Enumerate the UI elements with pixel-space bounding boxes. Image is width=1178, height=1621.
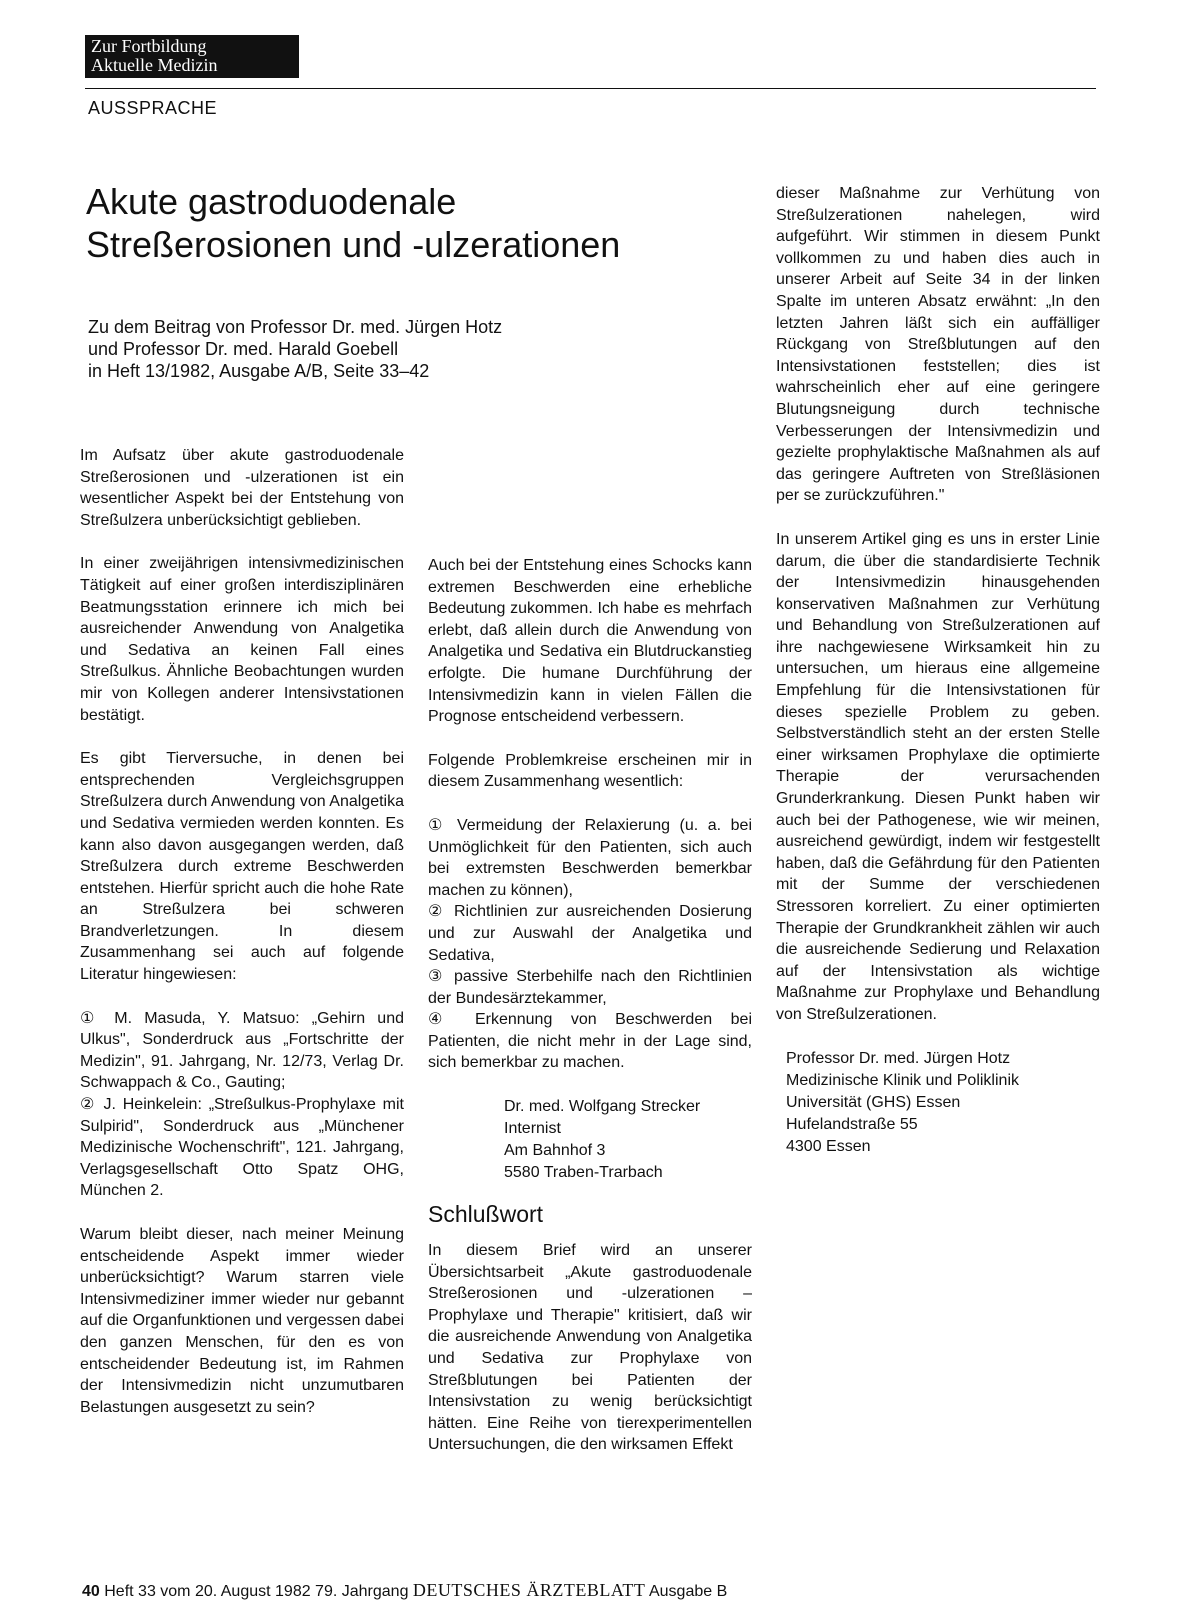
letter-paragraph: Warum bleibt dieser, nach meiner Meinung entscheidende Aspekt immer wieder unberücksichtigt? Warum starren viele Intensivmediziner immer wieder nur gebannt auf die Organfunktionen und vergessen dabei den ganzen Menschen, für den es von entscheidender Bedeutung ist, im Rahmen der Intensivmedizin nicht unzumutbaren Belastungen ausgesetzt zu sein?: [80, 1226, 404, 1416]
badge-line-1: Zur Fortbildung: [91, 36, 207, 56]
header-rule: [85, 88, 1096, 89]
letter-paragraph: Auch bei der Entstehung eines Schocks kann extremen Beschwerden eine erhebliche Bedeutung zukommen. Ich habe es mehrfach erlebt, daß allein durch die Anwendung von Analgetika und Sedativa ein Blutdruckanstieg erfolgte. Die humane Durchführung der Intensivmedizin kann in vielen Fällen die Prognose entscheidend verbessern.: [428, 557, 752, 726]
subtitle-line-2: und Professor Dr. med. Harald Goebell: [88, 339, 399, 359]
reply-heading: Schlußwort: [428, 1201, 544, 1228]
address-line: Am Bahnhof 3: [504, 1142, 606, 1160]
reply-paragraph: In unserem Artikel ging es uns in erster Linie darum, die über die standardisierte Technik der Intensivmedizin hinausgehenden konservativen Maßnahmen zur Verhütung und Behandlung von Streßulzerationen auf ihre nachgewiesene Wirksamkeit hin zu untersuchen, um hieraus eine allgemeine Empfehlung für die Intensivstationen für dieses spezielle Problem zu geben. Selbstverständlich steht an der ersten Stelle einer wirksamen Prophylaxe die optimierte Therapie der verursachenden Grunderkrankung. Diesen Punkt haben wir auch bei der Pathogenese, wie wir meinen, ausreichend gewürdigt, indem wir festgestellt haben, daß die Gefährdung für den Patienten mit der Summe der verschiedenen Stressoren korreliert. Zu einer optimierten Therapie der Grundkrankheit zählen wir auch die ausreichende Sedierung und Relaxation auf der Intensivstation als wichtige Maßnahme zur Prophylaxe und Behandlung von Streßulzerationen.: [776, 530, 1100, 1023]
letter-paragraph: In einer zweijährigen intensivmedizinischen Tätigkeit auf einer großen interdisziplinären Beatmungsstation erinnere ich mich bei ausreichender Anwendung von Analgetika und Sedativa an keinen Fall eines Streßulkus. Ähnliche Beobachtungen wurden mir von Kollegen anderer Intensivstationen bestätigt.: [80, 555, 404, 724]
list-item: ① Vermeidung der Relaxierung (u. a. bei Unmöglichkeit für den Patienten, sich auch bei extremsten Beschwerden bemerkbar machen zu können),: [428, 816, 752, 899]
reply-paragraph: dieser Maßnahme zur Verhütung von Streßulzerationen nahelegen, wird aufgeführt. Wir stimmen in diesem Punkt vollkommen zu und haben dies auch in unserer Arbeit auf Seite 34 in der linken Spalte im unteren Absatz erwähnt: „In den letzten Jahren läßt sich ein auffälliger Rückgang von Streßblutungen auf den Intensivstationen feststellen; dies ist wahrscheinlich eher auf eine geringere Blutungsneigung durch technische Verbesserungen der Intensivmedizin und gezielte prophylaktische Maßnahmen als auf das geringere Auftreten von Streßläsionen per se zurückzuführen.": [776, 185, 1100, 505]
address-line: Hufelandstraße 55: [786, 1115, 918, 1133]
address-line: Dr. med. Wolfgang Strecker: [504, 1098, 701, 1116]
letter-author-address: [504, 1096, 752, 1184]
section-badge: [85, 35, 299, 78]
section-label: AUSSPRACHE: [88, 98, 218, 118]
letter-paragraph: Im Aufsatz über akute gastroduodenale Streßerosionen und -ulzerationen ist ein wesentlicher Aspekt bei der Entstehung von Streßulzera unberücksichtigt geblieben.: [80, 447, 404, 529]
issue-info: Heft 33 vom 20. August 1982 79. Jahrgang: [104, 1583, 409, 1600]
list-item: ③ passive Sterbehilfe nach den Richtlinien der Bundesärztekammer,: [428, 968, 752, 1007]
column-right: [776, 183, 1100, 1158]
article-title: [86, 180, 726, 266]
subtitle-line-1: Zu dem Beitrag von Professor Dr. med. Jürgen Hotz: [88, 317, 503, 337]
badge-line-2: Aktuelle Medizin: [91, 55, 218, 75]
page-number: 40: [82, 1583, 100, 1600]
address-line: Universität (GHS) Essen: [786, 1093, 961, 1111]
reference-item: ② J. Heinkelein: „Streßulkus-Prophylaxe mit Sulpirid", Sonderdruck aus „Münchener Medizinische Wochenschrift", 121. Jahrgang, Verlagsgesellschaft Otto Spatz OHG, München 2.: [80, 1096, 404, 1200]
letter-paragraph: Es gibt Tierversuche, in denen bei entsprechenden Vergleichsgruppen Streßulzera durch Anwendung von Analgetika und Sedativa vermieden werden konnten. Es kann also davon ausgegangen werden, daß Streßulzera durch extreme Beschwerden entstehen. Hierfür spricht auch die hohe Rate an Streßulzera bei schweren Brandverletzungen. In diesem Zusammenhang sei auch auf folgende Literatur hingewiesen:: [80, 750, 404, 984]
column-middle: [428, 445, 752, 1456]
list-item: ④ Erkennung von Beschwerden bei Patienten, die nicht mehr in der Lage sind, sich bemerkbar zu machen.: [428, 1011, 752, 1072]
reply-author-address: [786, 1048, 1100, 1158]
column-left: [80, 445, 404, 1440]
letter-paragraph: Folgende Problemkreise erscheinen mir in diesem Zusammenhang wesentlich:: [428, 751, 752, 791]
subtitle-line-3: in Heft 13/1982, Ausgabe A/B, Seite 33–42: [88, 361, 430, 381]
edition-label: Ausgabe B: [648, 1583, 728, 1600]
address-line: Professor Dr. med. Jürgen Hotz: [786, 1049, 1011, 1067]
address-line: 4300 Essen: [786, 1137, 871, 1155]
title-line-1: Akute gastroduodenale: [86, 181, 457, 222]
article-subtitle: [88, 316, 708, 382]
reply-paragraph-start: In diesem Brief wird an unserer Übersichtsarbeit „Akute gastroduodenale Streßerosionen und -ulzerationen – Prophylaxe und Therapie" kritisiert, daß wir die ausreichende Anwendung von Analgetika und Sedativa zur Prophylaxe von Streßblutungen bei Patienten der Intensivstation zu wenig berücksichtigt hätten. Eine Reihe von tierexperimentellen Untersuchungen, die den wirksamen Effekt: [428, 1242, 752, 1454]
address-line: Medizinische Klinik und Poliklinik: [786, 1071, 1019, 1089]
journal-name: DEUTSCHES ÄRZTEBLATT: [412, 1580, 646, 1600]
page-footer: [82, 1580, 727, 1601]
address-line: 5580 Traben-Trarbach: [504, 1164, 663, 1182]
title-line-2: Streßerosionen und -ulzerationen: [86, 224, 621, 265]
reference-item: ① M. Masuda, Y. Matsuo: „Gehirn und Ulkus", Sonderdruck aus „Fortschritte der Medizin", 91. Jahrgang, Nr. 12/73, Verlag Dr. Schwappach & Co., Gauting;: [80, 1009, 404, 1092]
list-item: ② Richtlinien zur ausreichenden Dosierung und zur Auswahl der Analgetika und Sedativa,: [428, 903, 752, 964]
address-line: Internist: [504, 1120, 561, 1138]
